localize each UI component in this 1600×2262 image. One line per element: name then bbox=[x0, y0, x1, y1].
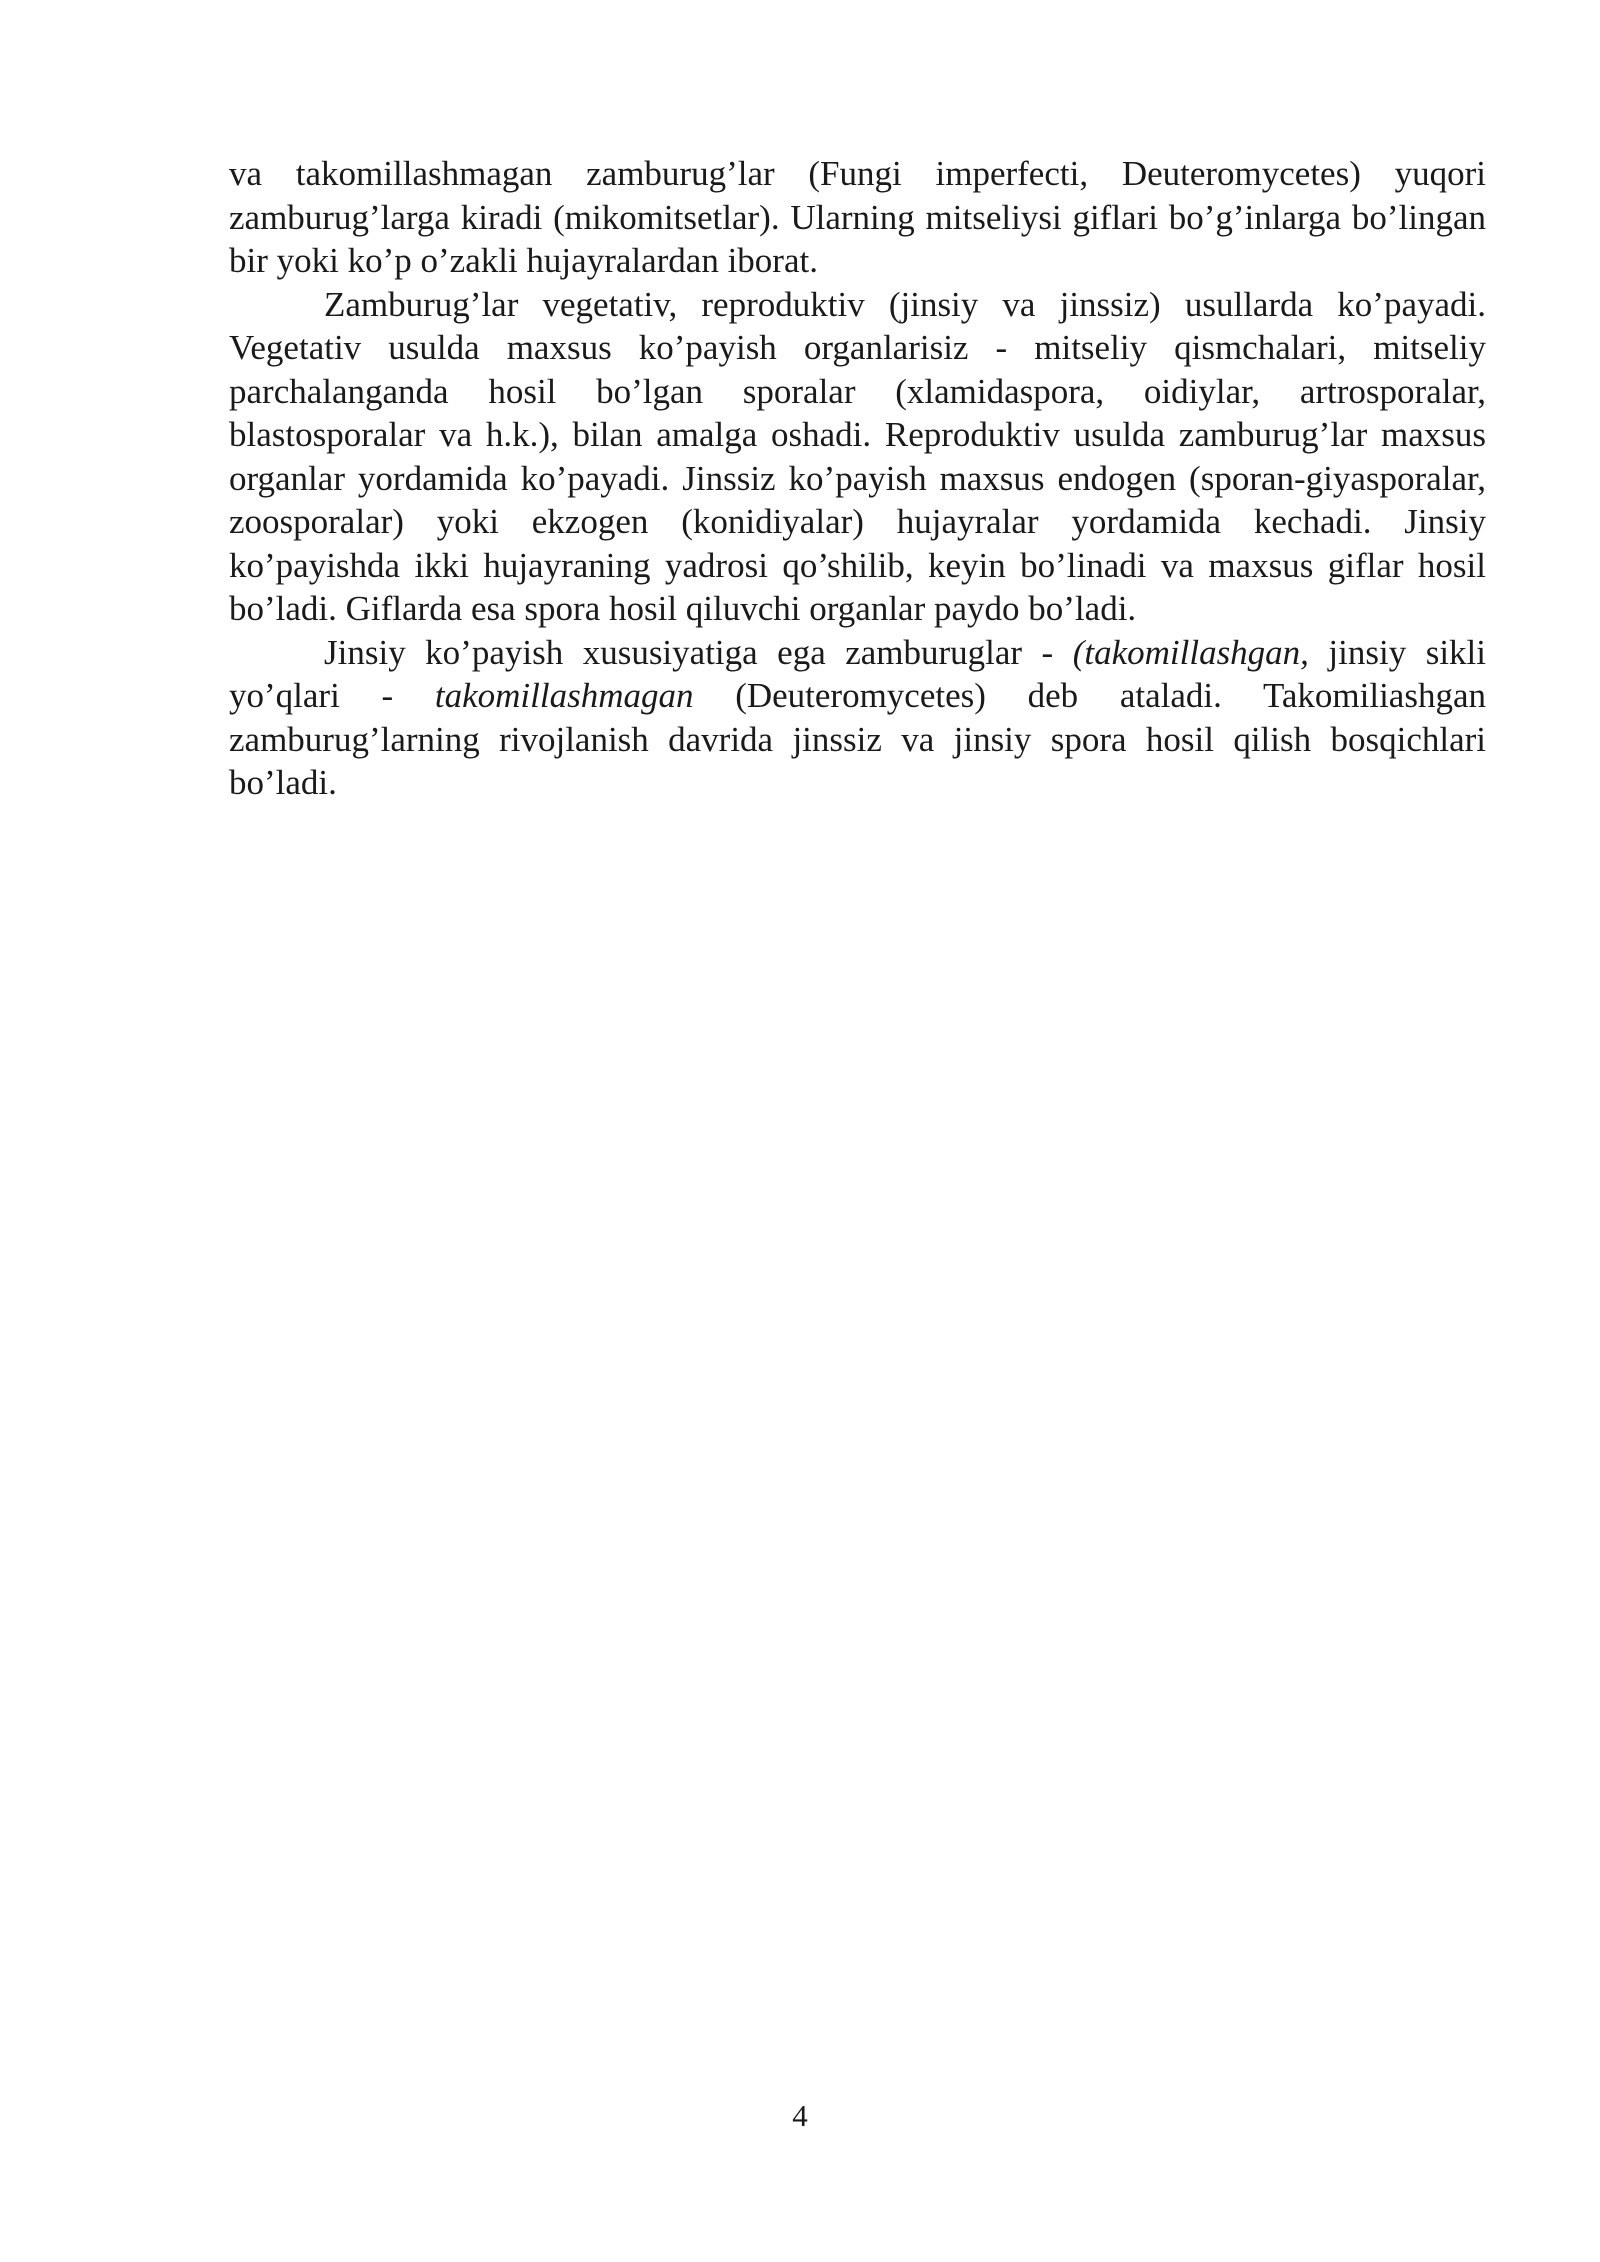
paragraph-2: Zamburug’lar vegetativ, reproduktiv (jinsiy va jinssiz) usullarda ko’payadi. Vegetativ usulda maxsus ko’payish organlarisiz - mitseliy qismchalari, mitseliy parchalanganda hosil bo’lgan sporalar (xlamidaspora, oidiylar, artrosporalar, blastosporalar va h.k.), bilan amalga oshadi. Reproduktiv usulda zamburug’lar maxsus organlar yordamida ko’payadi. Jinssiz ko’payish maxsus endogen (sporan-giyasporalar, zoosporalar) yoki ekzogen (konidiyalar) hujayralar yordamida kechadi. Jinsiy ko’payishda ikki hujayraning yadrosi qo’shilib, keyin bo’linadi va maxsus giflar hosil bo’ladi. Giflarda esa spora hosil qiluvchi organlar paydo bo’ladi. bbox=[229, 284, 1486, 628]
paragraph-3 bbox=[229, 631, 1486, 805]
paragraph-3-text-1: Jinsiy ko’payish xususiyatiga ega zamburuglar - bbox=[324, 632, 1073, 672]
paragraph-3-text-2: jinsiy sikli yo’qlari - bbox=[229, 632, 1486, 715]
paragraph-3-italic-2: takomillashmagan bbox=[434, 676, 694, 715]
paragraph-3-text-3: (Deuteromycetes) deb ataladi. Takomiliashgan zamburug’larning rivojlanish davrida jinssiz va jinsiy spora hosil qilish bosqichlari bo’ladi. bbox=[229, 676, 1487, 802]
paragraph-1: va takomillashmagan zamburug’lar (Fungi imperfecti, Deuteromycetes) yuqori zamburug’larga kiradi (mikomitsetlar). Ularning mitseliysi giflari bo’g’inlarga bo’lingan bir yoki ko’p o’zakli hujayralardan iborat. bbox=[229, 154, 1486, 280]
body-text bbox=[229, 152, 1486, 805]
paragraph-3-italic-1: (takomillashgan, bbox=[1072, 632, 1309, 672]
page-number: 4 bbox=[792, 2098, 808, 2133]
